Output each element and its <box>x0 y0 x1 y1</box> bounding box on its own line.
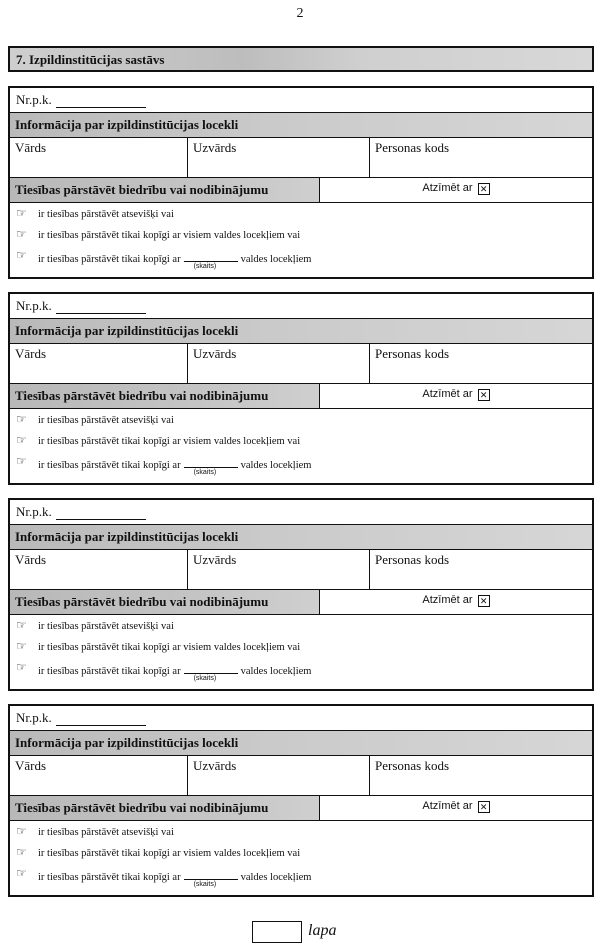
option-jointly-all[interactable] <box>16 845 586 866</box>
nrpk-field[interactable] <box>16 710 146 726</box>
count-input-line[interactable] <box>184 869 238 888</box>
pointing-hand-icon: ☞ <box>16 206 27 220</box>
count-hint: (skaits) <box>193 263 217 270</box>
page-number: 2 <box>296 6 304 21</box>
option-count-prefix: ir tiesības pārstāvēt tikai kopīgi ar <box>38 666 181 677</box>
member-block-4 <box>8 704 594 897</box>
rights-title: Tiesības pārstāvēt biedrību vai nodibinājumu <box>15 182 269 197</box>
option-jointly-all-label: ir tiesības pārstāvēt tikai kopīgi ar visiem valdes locekļiem vai <box>38 848 301 859</box>
pointing-hand-icon: ☞ <box>16 824 27 838</box>
first-name-label: Vārds <box>15 346 47 361</box>
section-header <box>8 46 594 72</box>
option-separately[interactable] <box>16 824 586 845</box>
rights-title: Tiesības pārstāvēt biedrību vai nodibinājumu <box>15 388 269 403</box>
last-name-label: Uzvārds <box>193 140 237 155</box>
rights-options <box>16 618 586 681</box>
rights-title-bar <box>10 590 320 614</box>
last-name-label: Uzvārds <box>193 552 237 567</box>
nrpk-label: Nr.p.k. <box>16 710 52 725</box>
option-count-prefix: ir tiesības pārstāvēt tikai kopīgi ar <box>38 460 181 471</box>
info-title: Informācija par izpildinstitūcijas locekli <box>15 117 239 132</box>
count-input-line[interactable] <box>184 663 238 682</box>
option-jointly-all-label: ir tiesības pārstāvēt tikai kopīgi ar visiem valdes locekļiem vai <box>38 436 301 447</box>
nrpk-input-line[interactable] <box>56 507 146 520</box>
rights-options <box>16 412 586 475</box>
name-row <box>10 343 592 383</box>
count-input-line[interactable] <box>184 251 238 270</box>
info-title: Informācija par izpildinstitūcijas locekli <box>15 735 239 750</box>
option-jointly-count-label <box>38 663 312 682</box>
last-name-field[interactable] <box>188 343 370 383</box>
option-separately[interactable] <box>16 206 586 227</box>
info-title-bar <box>10 112 592 138</box>
count-hint: (skaits) <box>193 675 217 682</box>
mark-instruction <box>320 388 592 401</box>
option-separately[interactable] <box>16 618 586 639</box>
option-jointly-count[interactable] <box>16 454 586 475</box>
info-title: Informācija par izpildinstitūcijas locekli <box>15 323 239 338</box>
option-jointly-all-label: ir tiesības pārstāvēt tikai kopīgi ar visiem valdes locekļiem vai <box>38 230 301 241</box>
personal-code-field[interactable] <box>370 343 592 383</box>
count-input-line[interactable] <box>184 457 238 476</box>
member-block-3 <box>8 498 594 691</box>
option-jointly-all-label: ir tiesības pārstāvēt tikai kopīgi ar visiem valdes locekļiem vai <box>38 642 301 653</box>
option-count-suffix: valdes locekļiem <box>240 872 312 883</box>
info-title-bar <box>10 318 592 344</box>
option-jointly-all[interactable] <box>16 639 586 660</box>
option-count-suffix: valdes locekļiem <box>240 460 312 471</box>
last-name-field[interactable] <box>188 137 370 177</box>
pointing-hand-icon: ☞ <box>16 412 27 426</box>
option-separately-label: ir tiesības pārstāvēt atsevišķi vai <box>38 415 174 426</box>
pointing-hand-icon: ☞ <box>16 866 27 880</box>
option-jointly-count[interactable] <box>16 248 586 269</box>
personal-code-field[interactable] <box>370 549 592 589</box>
nrpk-label: Nr.p.k. <box>16 504 52 519</box>
mark-label: Atzīmēt ar <box>422 182 473 194</box>
mark-instruction <box>320 800 592 813</box>
info-title-bar <box>10 524 592 550</box>
first-name-field[interactable] <box>10 343 188 383</box>
x-checkbox-icon: ✕ <box>478 801 490 813</box>
rights-row <box>10 795 592 821</box>
pointing-hand-icon: ☞ <box>16 639 27 653</box>
member-block-1 <box>8 86 594 279</box>
name-row <box>10 549 592 589</box>
rights-title: Tiesības pārstāvēt biedrību vai nodibinājumu <box>15 594 269 609</box>
first-name-label: Vārds <box>15 140 47 155</box>
option-jointly-all[interactable] <box>16 227 586 248</box>
rights-title-bar <box>10 178 320 202</box>
rights-options <box>16 824 586 887</box>
last-name-label: Uzvārds <box>193 758 237 773</box>
nrpk-input-line[interactable] <box>56 301 146 314</box>
option-jointly-count[interactable] <box>16 660 586 681</box>
option-count-suffix: valdes locekļiem <box>240 666 312 677</box>
personal-code-label: Personas kods <box>375 758 450 773</box>
option-separately-label: ir tiesības pārstāvēt atsevišķi vai <box>38 209 174 220</box>
pointing-hand-icon: ☞ <box>16 248 27 262</box>
option-separately[interactable] <box>16 412 586 433</box>
count-hint: (skaits) <box>193 469 217 476</box>
pointing-hand-icon: ☞ <box>16 454 27 468</box>
rights-options <box>16 206 586 269</box>
nrpk-label: Nr.p.k. <box>16 92 52 107</box>
rights-row <box>10 177 592 203</box>
rights-title-bar <box>10 384 320 408</box>
first-name-label: Vārds <box>15 552 47 567</box>
nrpk-input-line[interactable] <box>56 95 146 108</box>
option-count-prefix: ir tiesības pārstāvēt tikai kopīgi ar <box>38 254 181 265</box>
personal-code-label: Personas kods <box>375 552 450 567</box>
rights-row <box>10 589 592 615</box>
option-separately-label: ir tiesības pārstāvēt atsevišķi vai <box>38 827 174 838</box>
first-name-field[interactable] <box>10 137 188 177</box>
option-count-suffix: valdes locekļiem <box>240 254 312 265</box>
last-name-label: Uzvārds <box>193 346 237 361</box>
mark-instruction <box>320 594 592 607</box>
x-checkbox-icon: ✕ <box>478 389 490 401</box>
count-hint: (skaits) <box>193 881 217 888</box>
section-title: 7. Izpildinstitūcijas sastāvs <box>16 52 165 67</box>
option-separately-label: ir tiesības pārstāvēt atsevišķi vai <box>38 621 174 632</box>
pointing-hand-icon: ☞ <box>16 845 27 859</box>
pointing-hand-icon: ☞ <box>16 660 27 674</box>
page-count-box[interactable] <box>252 921 302 943</box>
first-name-label: Vārds <box>15 758 47 773</box>
pointing-hand-icon: ☞ <box>16 618 27 632</box>
first-name-field[interactable] <box>10 755 188 795</box>
option-jointly-count-label <box>38 869 312 888</box>
first-name-field[interactable] <box>10 549 188 589</box>
mark-label: Atzīmēt ar <box>422 388 473 400</box>
option-jointly-count-label <box>38 251 312 270</box>
member-block-2 <box>8 292 594 485</box>
nrpk-input-line[interactable] <box>56 713 146 726</box>
rights-title: Tiesības pārstāvēt biedrību vai nodibinājumu <box>15 800 269 815</box>
option-jointly-count[interactable] <box>16 866 586 887</box>
nrpk-field[interactable] <box>16 92 146 108</box>
info-title-bar <box>10 730 592 756</box>
page-label: lapa <box>308 922 337 939</box>
name-row <box>10 755 592 795</box>
pointing-hand-icon: ☞ <box>16 227 27 241</box>
x-checkbox-icon: ✕ <box>478 183 490 195</box>
personal-code-field[interactable] <box>370 755 592 795</box>
last-name-field[interactable] <box>188 549 370 589</box>
personal-code-label: Personas kods <box>375 346 450 361</box>
rights-title-bar <box>10 796 320 820</box>
mark-label: Atzīmēt ar <box>422 800 473 812</box>
nrpk-field[interactable] <box>16 504 146 520</box>
personal-code-label: Personas kods <box>375 140 450 155</box>
nrpk-field[interactable] <box>16 298 146 314</box>
option-count-prefix: ir tiesības pārstāvēt tikai kopīgi ar <box>38 872 181 883</box>
option-jointly-count-label <box>38 457 312 476</box>
option-jointly-all[interactable] <box>16 433 586 454</box>
mark-instruction <box>320 182 592 195</box>
pointing-hand-icon: ☞ <box>16 433 27 447</box>
nrpk-label: Nr.p.k. <box>16 298 52 313</box>
personal-code-field[interactable] <box>370 137 592 177</box>
x-checkbox-icon: ✕ <box>478 595 490 607</box>
info-title: Informācija par izpildinstitūcijas locekli <box>15 529 239 544</box>
rights-row <box>10 383 592 409</box>
last-name-field[interactable] <box>188 755 370 795</box>
mark-label: Atzīmēt ar <box>422 594 473 606</box>
name-row <box>10 137 592 177</box>
